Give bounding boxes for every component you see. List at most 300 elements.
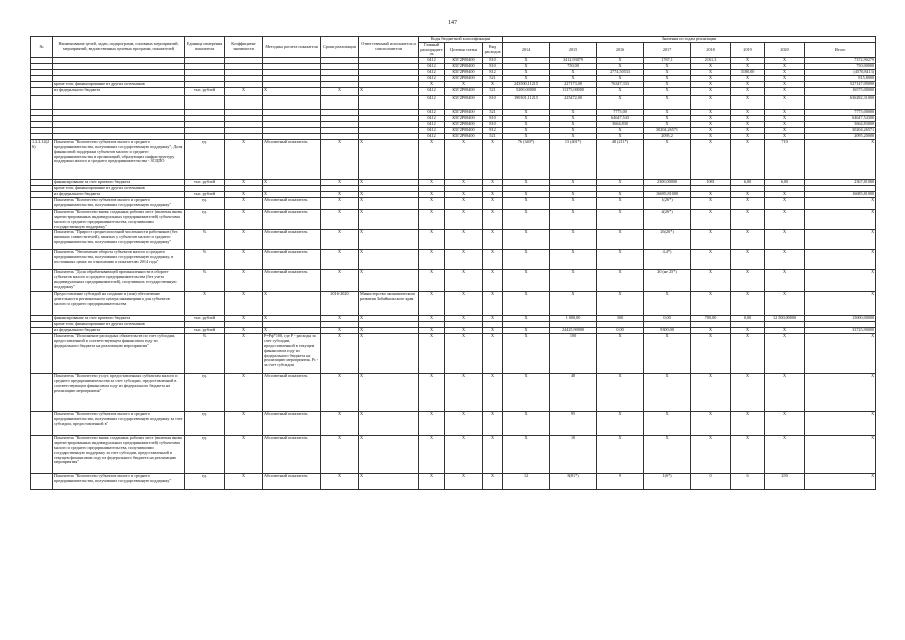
cell-y2019: X [731, 328, 765, 334]
cell-program-code: К5Г2Р08400 [445, 134, 483, 140]
cell-expense-type: X [483, 292, 503, 316]
cell-y2015: 100 [550, 334, 597, 374]
cell-executor: X [359, 88, 419, 96]
cell-unit: тыс. рублей [185, 180, 225, 186]
cell-y2016: 2774,50533 [597, 70, 644, 76]
cell-y2016: 64647,543 [597, 116, 644, 122]
cell-y2020: 6,00 [765, 180, 805, 186]
cell-y2015: 11375,00000 [550, 88, 597, 96]
cell-y2017: 1767,1 [644, 58, 691, 64]
cell-unit: тыс. рублей [185, 88, 225, 96]
cell-program-code: X [445, 292, 483, 316]
cell-unit: тыс. рублей [185, 316, 225, 322]
cell-no [31, 474, 53, 490]
cell-program-code: X [445, 436, 483, 474]
cell-y2020: X [765, 328, 805, 334]
cell-y2014: X [503, 128, 550, 134]
cell-grbs: 0412 [419, 116, 445, 122]
cell-y2020: X [765, 110, 805, 116]
header-y2017: 2017 [644, 42, 691, 57]
cell-y2016: X [597, 58, 644, 64]
cell-term: X [321, 230, 359, 250]
cell-method: Абсолютный показатель [263, 230, 321, 250]
cell-y2017: 26(26*) [644, 230, 691, 250]
cell-total: 7775,00000 [805, 110, 876, 116]
cell-total: X [805, 292, 876, 316]
cell-y2017: 1(6*) [644, 474, 691, 490]
cell-unit: % [185, 250, 225, 270]
cell-y2014: X [503, 292, 550, 316]
cell-total: 16685,81000 [805, 192, 876, 198]
cell-y2018: X [691, 250, 731, 270]
cell-executor: X [359, 198, 419, 210]
cell-coef: X [225, 210, 263, 230]
header-no: № [31, 37, 53, 58]
cell-program-code: X [445, 230, 483, 250]
cell-grbs: 0412 [419, 122, 445, 128]
cell-name: из федерального бюджета [53, 328, 185, 334]
cell-grbs: X [419, 316, 445, 322]
cell-program-code: X [445, 198, 483, 210]
cell-y2020: 710 [765, 140, 805, 180]
cell-grbs: X [419, 270, 445, 292]
cell-y2020: X [765, 270, 805, 292]
cell-program-code: X [445, 140, 483, 180]
table-row [31, 88, 876, 96]
cell-total: 750,00000 [805, 64, 876, 70]
cell-y2020: X [765, 58, 805, 64]
cell-y2014: X [503, 70, 550, 76]
cell-coef: X [225, 140, 263, 180]
cell-unit: ед. [185, 210, 225, 230]
cell-total: 815,8000 [805, 76, 876, 82]
cell-y2016: X [597, 210, 644, 230]
cell-y2014: X [503, 334, 550, 374]
cell-expense-type: 521 [483, 88, 503, 96]
cell-y2015: 227173,00 [550, 82, 597, 88]
cell-method: Абсолютный показатель [263, 412, 321, 436]
cell-expense-type: X [483, 474, 503, 490]
cell-method: Абсолютный показатель [263, 436, 321, 474]
cell-y2019: X [731, 76, 765, 82]
cell-executor: X [359, 140, 419, 180]
cell-program-code: X [445, 270, 483, 292]
header-budget-group: Коды бюджетной классификации [419, 37, 503, 43]
cell-coef [225, 96, 263, 110]
cell-y2015: X [550, 198, 597, 210]
cell-y2018: X [691, 436, 731, 474]
table-row [31, 474, 876, 490]
cell-y2019: X [731, 292, 765, 316]
cell-grbs: 0412 [419, 110, 445, 116]
cell-y2018: X [691, 64, 731, 70]
cell-grbs: 0412 [419, 70, 445, 76]
cell-expense-type: 521 [483, 76, 503, 82]
cell-y2020: X [765, 82, 805, 88]
cell-total: 7372,90279 [805, 58, 876, 64]
cell-grbs: X [419, 192, 445, 198]
table-row [31, 210, 876, 230]
cell-term: X [321, 88, 359, 96]
cell-executor: X [359, 316, 419, 322]
cell-expense-type: 810 [483, 96, 503, 110]
cell-y2020: X [765, 122, 805, 128]
cell-unit: ед. [185, 140, 225, 180]
cell-program-code: X [445, 180, 483, 186]
cell-y2014: X [503, 270, 550, 292]
cell-method: Р=Рф*100, где Р - расходы за счет субсидии, предоставленной в текущем финансовом году из федерального бюджета на реализацию мероприятия, Рс - за счет субсидии [263, 334, 321, 374]
header-y2020: 2020 [765, 42, 805, 57]
cell-y2017: X [644, 88, 691, 96]
cell-y2015: X [550, 180, 597, 186]
table-row [31, 412, 876, 436]
cell-expense-type: X [483, 140, 503, 180]
cell-y2019: 6 [731, 474, 765, 490]
cell-y2017: 4(26*) [644, 210, 691, 230]
cell-y2015: X [550, 122, 597, 128]
cell-y2016: X [597, 134, 644, 140]
cell-coef: X [225, 292, 263, 316]
cell-y2018: X [691, 96, 731, 110]
cell-total: X [805, 270, 876, 292]
cell-y2014: X [503, 122, 550, 128]
cell-y2019: X [731, 82, 765, 88]
cell-y2015: X [550, 192, 597, 198]
cell-y2014: 5200,00000 [503, 88, 550, 96]
header-unit: Единица измерения показателя [185, 37, 225, 58]
cell-expense-type: 521 [483, 134, 503, 140]
cell-expense-type: X [483, 328, 503, 334]
cell-expense-type: 810 [483, 64, 503, 70]
cell-term: X [321, 334, 359, 374]
cell-y2019: X [731, 270, 765, 292]
cell-y2019: X [731, 374, 765, 412]
cell-y2014: 243500,11215 [503, 82, 550, 88]
cell-no [31, 412, 53, 436]
cell-unit: X [185, 292, 225, 316]
table-row [31, 140, 876, 180]
cell-grbs: 0412 [419, 128, 445, 134]
cell-name: Показатель "Количество субъектов малого и среднего предпринимательства, получивших государственную поддержку" [53, 474, 185, 490]
cell-method: X [263, 292, 321, 316]
cell-y2017: X [644, 116, 691, 122]
budget-table-sheet [30, 36, 875, 490]
cell-total: (4570,8413) [805, 70, 876, 76]
cell-y2014: X [503, 116, 550, 122]
header-y2015: 2015 [550, 42, 597, 57]
cell-y2016: 3664,830 [597, 122, 644, 128]
cell-grbs: X [419, 374, 445, 412]
cell-grbs: X [419, 334, 445, 374]
cell-program-code: К5Г2Р08400 [445, 70, 483, 76]
cell-program-code: К5Г2Р08400 [445, 76, 483, 82]
cell-name: из федерального бюджета [53, 88, 185, 96]
cell-y2020: X [765, 198, 805, 210]
cell-y2015: 24425,90000 [550, 328, 597, 334]
cell-y2019: X [731, 134, 765, 140]
cell-y2020: X [765, 116, 805, 122]
cell-executor: X [359, 474, 419, 490]
cell-y2017: X [644, 374, 691, 412]
cell-expense-type: X [483, 412, 503, 436]
cell-expense-type: X [483, 210, 503, 230]
cell-y2019: X [731, 116, 765, 122]
header-method: Методика расчета показателя [263, 37, 321, 58]
cell-y2017: X [644, 76, 691, 82]
cell-y2015: X [550, 128, 597, 134]
cell-y2017: X [644, 64, 691, 70]
header-executor: Ответственный исполнитель и соисполнители [359, 37, 419, 58]
cell-y2016: 7775,00 [597, 110, 644, 116]
cell-program-code: К5Г2Р08400 [445, 122, 483, 128]
cell-unit: ед. [185, 374, 225, 412]
cell-method: Абсолютный показатель [263, 140, 321, 180]
cell-y2014: X [503, 230, 550, 250]
cell-expense-type: 812 [483, 70, 503, 76]
cell-unit: ед. [185, 198, 225, 210]
cell-y2017: X [644, 140, 691, 180]
cell-y2015: 10 [550, 436, 597, 474]
cell-expense-type: X [483, 316, 503, 322]
cell-executor [359, 96, 419, 110]
cell-y2017: X [644, 70, 691, 76]
cell-y2015: X [550, 116, 597, 122]
cell-expense-type: X [483, 270, 503, 292]
cell-executor: X [359, 412, 419, 436]
cell-y2017: X [644, 82, 691, 88]
cell-y2015: 8(81*) [550, 474, 597, 490]
cell-term: X [321, 436, 359, 474]
cell-coef: X [225, 316, 263, 322]
cell-name: Показатель "Количество вновь созданных рабочих мест (включая вновь зарегистрированных индивидуальных предпринимателей) субъектами малого и среднего предпринимательства, получившими государственную поддержку за счет субсидии, предоставленной в текущем финансовом году из федерального бюджета на реализацию мероприятия" [53, 436, 185, 474]
cell-term: X [321, 270, 359, 292]
cell-total: X [805, 474, 876, 490]
cell-y2019: X [731, 192, 765, 198]
cell-coef: X [225, 198, 263, 210]
cell-method: X [263, 316, 321, 322]
cell-grbs: X [419, 328, 445, 334]
cell-expense-type: X [483, 230, 503, 250]
cell-y2019: 6,00 [731, 180, 765, 186]
cell-no [31, 292, 53, 316]
table-row [31, 436, 876, 474]
cell-y2016: X [597, 292, 644, 316]
cell-total: 3664,83000 [805, 122, 876, 128]
cell-y2016: 9 [597, 474, 644, 490]
cell-executor: X [359, 374, 419, 412]
cell-no: 1.2.2.14(26) [31, 140, 53, 180]
cell-name: Предоставление субсидий на создание и (или) обеспечение деятельности регионального центра инжиниринга для субъектов малого и среднего предпринимательства [53, 292, 185, 316]
cell-y2020: X [765, 76, 805, 82]
cell-y2017: 9300,00 [644, 328, 691, 334]
cell-name: финансирование за счет краевого бюджета [53, 316, 185, 322]
cell-method: Абсолютный показатель [263, 270, 321, 292]
cell-y2019: 0,00 [731, 316, 765, 322]
cell-total: 527147,09090 [805, 82, 876, 88]
cell-y2020: 12 500,00000 [765, 316, 805, 322]
cell-method: X [263, 328, 321, 334]
cell-y2019: X [731, 334, 765, 374]
cell-method: Абсолютный показатель [263, 198, 321, 210]
cell-y2014: X [503, 210, 550, 230]
cell-y2017: 20 (не 25*) [644, 270, 691, 292]
cell-y2018: 700,00 [691, 316, 731, 322]
table-row [31, 334, 876, 374]
cell-unit [185, 96, 225, 110]
cell-expense-type: 810 [483, 122, 503, 128]
cell-y2018: X [691, 134, 731, 140]
cell-y2018: X [691, 374, 731, 412]
cell-y2014: X [503, 436, 550, 474]
cell-y2018: X [691, 122, 731, 128]
cell-y2019: X [731, 436, 765, 474]
cell-name: кроме того, финансирование из других источников [53, 82, 185, 88]
cell-y2018: 1081 [691, 180, 731, 186]
cell-name: Показатель "Количество субъектов малого и среднего предпринимательства, получивших государственную поддержку"; Доля финансовой поддержки субъектов малого и среднего предпринимательства и организаций, образующих инфраструктуру поддержки малого и среднего предпринимательства - ЗСЦПО [53, 140, 185, 180]
table-row [31, 270, 876, 292]
cell-y2019: 3180,00 [731, 70, 765, 76]
cell-unit: ед. [185, 474, 225, 490]
cell-no [31, 270, 53, 292]
cell-term: X [321, 250, 359, 270]
cell-y2019: X [731, 128, 765, 134]
cell-y2014: X [503, 76, 550, 82]
cell-y2019: X [731, 140, 765, 180]
cell-program-code: X [445, 250, 483, 270]
cell-name: кроме того, финансирование из других источников [53, 322, 185, 328]
cell-no [31, 374, 53, 412]
header-program-code: Целевая статья [445, 42, 483, 57]
cell-expense-type: X [483, 334, 503, 374]
cell-y2017: X [644, 122, 691, 128]
cell-y2018: X [691, 230, 731, 250]
cell-name: Показатель "Исполнение расходных обязательств по счет субсидии, предоставленной в соответствующем финансовом году из федерального бюджета на реализацию мероприятия" [53, 334, 185, 374]
cell-y2017: X [644, 412, 691, 436]
cell-total: X [805, 436, 876, 474]
cell-y2016: X [597, 270, 644, 292]
cell-y2015: 225472,00 [550, 96, 597, 110]
cell-y2018: X [691, 128, 731, 134]
cell-method: X [263, 88, 321, 96]
header-y2018: 2018 [691, 42, 731, 57]
table-row [31, 198, 876, 210]
cell-y2015: 3412,93079 [550, 58, 597, 64]
cell-grbs: 0412 [419, 76, 445, 82]
table-header [31, 37, 876, 58]
cell-program-code: X [445, 374, 483, 412]
cell-executor: X [359, 210, 419, 230]
cell-grbs: 0412 [419, 134, 445, 140]
cell-name: Показатель "Прирост среднесписочной численности работников (без внешних совместителей), занятых у субъектов малого и среднего предпринимательства, получивших государственную поддержку" [53, 230, 185, 250]
cell-y2016: 300 [597, 316, 644, 322]
cell-executor: X [359, 192, 419, 198]
cell-y2015: 48 [550, 374, 597, 412]
cell-y2016: 48 (211*) [597, 140, 644, 180]
cell-y2014: X [503, 58, 550, 64]
cell-y2016: X [597, 192, 644, 198]
cell-y2017: X [644, 334, 691, 374]
cell-coef: X [225, 230, 263, 250]
cell-y2015: 750,00 [550, 64, 597, 70]
cell-total: 636282,31000 [805, 96, 876, 110]
header-expense-type: Вид расходов [483, 42, 503, 57]
cell-program-code: X [445, 82, 483, 88]
cell-grbs: X [419, 250, 445, 270]
cell-coef: X [225, 250, 263, 270]
cell-unit: ед. [185, 436, 225, 474]
cell-no [31, 210, 53, 230]
cell-expense-type: 810 [483, 116, 503, 122]
cell-y2015: X [550, 110, 597, 116]
header-grbs: Главный распорядитель [420, 42, 443, 57]
cell-y2015: X [550, 70, 597, 76]
cell-unit: ед. [185, 412, 225, 436]
cell-term: X [321, 412, 359, 436]
cell-term: 2016-2020 [321, 292, 359, 316]
cell-y2014: X [503, 110, 550, 116]
cell-no [31, 334, 53, 374]
cell-term: X [321, 198, 359, 210]
cell-y2018: X [691, 88, 731, 96]
cell-no [31, 198, 53, 210]
cell-y2020: X [765, 64, 805, 70]
cell-y2014: X [503, 180, 550, 186]
cell-name: Показатель "Количество вновь созданных рабочих мест (включая вновь зарегистрированных индивидуальных предпринимателей) субъектами малого и среднего предпринимательства, получившими государственную поддержку" [53, 210, 185, 230]
cell-y2014: 12 [503, 474, 550, 490]
cell-executor: X [359, 436, 419, 474]
cell-total: X [805, 210, 876, 230]
cell-total: 16575,00000 [805, 88, 876, 96]
table-body [31, 58, 876, 490]
cell-unit: тыс. рублей [185, 328, 225, 334]
cell-method: X [263, 192, 321, 198]
cell-term: X [321, 140, 359, 180]
cell-y2016: X [597, 88, 644, 96]
cell-y2019: X [731, 96, 765, 110]
cell-y2016: X [597, 96, 644, 110]
cell-term: X [321, 192, 359, 198]
cell-unit: % [185, 230, 225, 250]
cell-method: Абсолютный показатель [263, 250, 321, 270]
cell-y2016: 0,00 [597, 328, 644, 334]
header-total: Итого [805, 42, 876, 57]
cell-grbs: X [419, 474, 445, 490]
cell-expense-type: 810 [483, 58, 503, 64]
cell-program-code: К5Г2Р08400 [445, 110, 483, 116]
cell-y2016: X [597, 128, 644, 134]
table-row [31, 96, 876, 110]
cell-y2018: X [691, 198, 731, 210]
cell-method: Абсолютный показатель [263, 374, 321, 412]
cell-term: X [321, 374, 359, 412]
cell-program-code: X [445, 210, 483, 230]
cell-term: X [321, 474, 359, 490]
cell-coef: X [225, 334, 263, 374]
cell-y2017: X [644, 292, 691, 316]
cell-name: из федерального бюджета [53, 192, 185, 198]
cell-y2018: X [691, 270, 731, 292]
cell-y2016: X [597, 198, 644, 210]
cell-y2016: X [597, 64, 644, 70]
cell-method: Абсолютный показатель [263, 474, 321, 490]
cell-total: X [805, 198, 876, 210]
cell-name: Показатель "Увеличение оборота субъектов малого и среднего предпринимательства, получивших государственную поддержку, в постоянных ценах по отношению к показателю 2014 года" [53, 250, 185, 270]
cell-total: 15000,00000 [805, 316, 876, 322]
cell-total: 2095,20000 [805, 134, 876, 140]
cell-y2015: X [550, 250, 597, 270]
cell-program-code: X [445, 412, 483, 436]
cell-y2015: X [550, 134, 597, 140]
